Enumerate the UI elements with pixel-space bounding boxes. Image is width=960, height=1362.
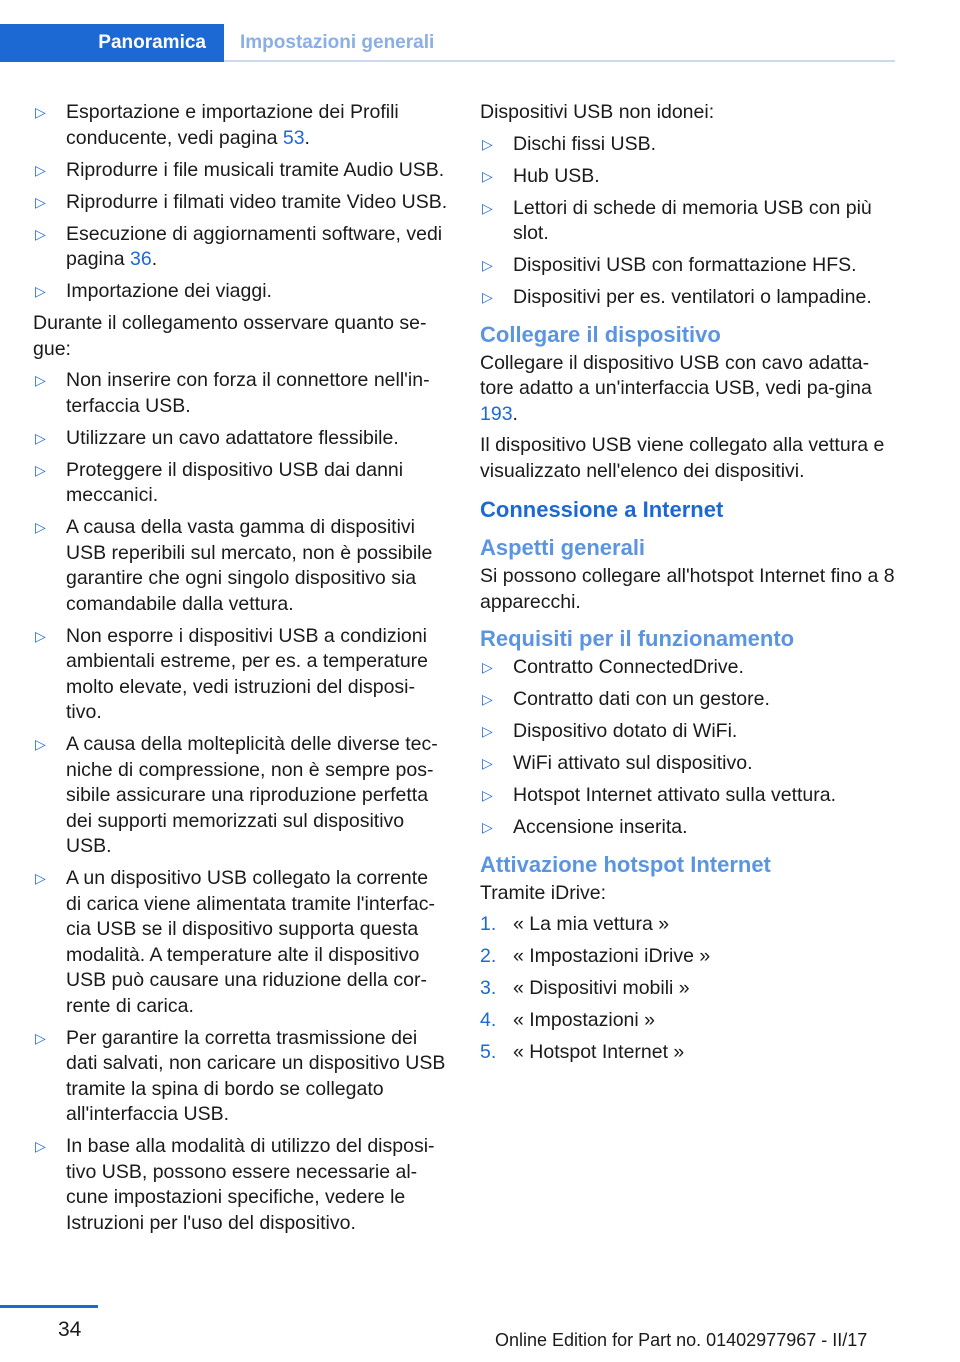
list-item: ▷ Esportazione e importazione dei Profili conducente, vedi pagina 53.: [35, 101, 399, 149]
triangle-bullet-icon: ▷: [482, 257, 493, 273]
list-item: ▷ Dispositivo dotato di WiFi.: [480, 719, 900, 745]
list-item: 1. « La mia vettura »: [480, 912, 900, 938]
step-number: 3.: [480, 977, 497, 999]
triangle-bullet-icon: ▷: [35, 736, 46, 752]
list-item: ▷ Dispositivi USB con formattazione HFS.: [480, 253, 900, 279]
list-item: 4. « Impostazioni »: [480, 1008, 900, 1034]
triangle-bullet-icon: ▷: [482, 787, 493, 803]
header-rule: [224, 60, 895, 62]
page-link[interactable]: 193: [480, 402, 513, 425]
hotspot-activation-heading: Attivazione hotspot Internet: [480, 851, 771, 877]
requirements-list: [480, 655, 900, 841]
list-item: ▷ Riprodurre i file musicali tramite Audio USB.: [33, 158, 448, 184]
section-tab-impostazioni: Impostazioni generali: [240, 32, 435, 53]
list-item: ▷ WiFi attivato sul dispositivo.: [480, 751, 900, 777]
internet-connection-heading: Connessione a Internet: [480, 497, 724, 522]
section-tab-panoramica: Panoramica: [0, 24, 224, 62]
page-link[interactable]: 36: [129, 248, 152, 270]
list-item: ▷ Non esporre i dispositivi USB a condizioni ambientali estreme, per es. a temperature molto elevate, vedi istruzioni del disposi-tivo.: [35, 624, 429, 723]
triangle-bullet-icon: ▷: [482, 135, 493, 152]
list-item: ▷ Utilizzare un cavo adattatore flessibile.: [33, 426, 448, 452]
triangle-bullet-icon: ▷: [35, 519, 46, 535]
list-item: ▷ Esecuzione di aggiornamenti software, vedi pagina 36.: [35, 222, 443, 270]
page-link[interactable]: 53: [282, 126, 305, 149]
triangle-bullet-icon: ▷: [35, 461, 46, 478]
unsuitable-devices-title: Dispositivi USB non idonei:: [480, 101, 715, 123]
unsuitable-devices-list: [480, 132, 900, 311]
triangle-bullet-icon: ▷: [35, 193, 46, 210]
page-header: [0, 0, 895, 62]
list-item: ▷ Hub USB.: [480, 164, 900, 190]
list-item: ▷ Importazione dei viaggi.: [33, 279, 448, 305]
connect-device-heading: Collegare il dispositivo: [480, 321, 721, 347]
triangle-bullet-icon: ▷: [482, 755, 493, 771]
list-item: ▷ In base alla modalità di utilizzo del disposi-tivo USB, possono essere necessarie al-cune impostazioni specifiche, vedere le Istruzioni per l'uso del dispositivo.: [35, 1135, 435, 1234]
triangle-bullet-icon: ▷: [482, 167, 493, 184]
list-item: ▷ A causa della vasta gamma di dispositivi USB reperibili sul mercato, non è possibile garantire che ogni singolo dispositivo sia comandabile dalla vettura.: [35, 516, 433, 615]
page-number: 34: [58, 1318, 82, 1341]
step-number: 5.: [480, 1041, 497, 1063]
triangle-bullet-icon: ▷: [482, 659, 493, 675]
list-item: ▷ A causa della molteplicità delle diverse tec-niche di compressione, non è sempre pos-sibile assicurare una riproduzione perfetta dei supporti memorizzati sul dispositivo USB.: [35, 733, 438, 857]
connection-notes-intro: Durante il collegamento osservare quanto se-gue:: [33, 312, 427, 360]
connect-device-text: Collegare il dispositivo USB con cavo adatta-tore adatto a un'interfaccia USB, vedi pa-gina 193.: [480, 351, 872, 425]
list-item: ▷ Per garantire la corretta trasmissione dei dati salvati, non caricare un dispositivo USB tramite la spina di bordo se collegato all'interfaccia USB.: [35, 1026, 446, 1125]
general-aspects-text: Si possono collegare all'hotspot Internet fino a 8 apparecchi.: [480, 565, 895, 613]
list-item: ▷ Accensione inserita.: [480, 815, 900, 841]
triangle-bullet-icon: ▷: [35, 627, 46, 644]
step-number: 2.: [480, 945, 497, 967]
triangle-bullet-icon: ▷: [482, 199, 493, 216]
list-item: ▷ Riprodurre i filmati video tramite Video USB.: [33, 190, 448, 216]
list-item: ▷ Non inserire con forza il connettore nell'in-terfaccia USB.: [35, 369, 430, 417]
list-item: ▷ Contratto ConnectedDrive.: [480, 655, 900, 681]
triangle-bullet-icon: ▷: [35, 104, 46, 120]
hotspot-activation-intro: Tramite iDrive:: [480, 881, 607, 904]
general-aspects-heading: Aspetti generali: [480, 535, 646, 560]
list-item: ▷ Hotspot Internet attivato sulla vettura.: [480, 783, 900, 809]
triangle-bullet-icon: ▷: [35, 225, 46, 242]
list-item: ▷ Dispositivi per es. ventilatori o lampadine.: [480, 285, 900, 311]
triangle-bullet-icon: ▷: [35, 429, 46, 446]
list-item: ▷ Contratto dati con un gestore.: [480, 687, 900, 713]
triangle-bullet-icon: ▷: [35, 161, 46, 178]
triangle-bullet-icon: ▷: [482, 819, 493, 835]
triangle-bullet-icon: ▷: [35, 870, 46, 886]
requirements-heading: Requisiti per il funzionamento: [480, 626, 795, 651]
triangle-bullet-icon: ▷: [482, 723, 493, 739]
list-item: 3. « Dispositivi mobili »: [480, 976, 900, 1002]
activation-steps-list: [480, 912, 900, 1066]
list-item: ▷ Proteggere il dispositivo USB dai danni meccanici.: [35, 458, 404, 506]
footer-rule: [0, 1305, 98, 1308]
connect-device-text-2: Il dispositivo USB viene collegato alla vettura e visualizzato nell'elenco dei dispositivi.: [480, 434, 885, 482]
triangle-bullet-icon: ▷: [482, 289, 493, 305]
list-item: ▷ Dischi fissi USB.: [480, 132, 900, 158]
step-number: 1.: [480, 913, 497, 935]
list-item: 5. « Hotspot Internet »: [480, 1040, 900, 1066]
list-item: ▷ A un dispositivo USB collegato la corrente di carica viene alimentata tramite l'interfac-cia USB se il dispositivo supporta questa modalità. A temperature alte il dispositivo USB può causare una riduzione della cor-rente di carica.: [35, 867, 435, 1017]
step-number: 4.: [480, 1009, 497, 1031]
connection-notes-list: [33, 368, 448, 1236]
edition-note: Online Edition for Part no. 01402977967 - II/17: [495, 1330, 868, 1350]
list-item: ▷ Lettori di schede di memoria USB con più slot.: [482, 196, 872, 244]
left-column: [33, 100, 448, 1243]
right-column: [480, 100, 900, 1072]
triangle-bullet-icon: ▷: [482, 691, 493, 707]
triangle-bullet-icon: ▷: [35, 1138, 46, 1154]
usb-functions-list: [33, 100, 448, 305]
triangle-bullet-icon: ▷: [35, 283, 46, 299]
triangle-bullet-icon: ▷: [35, 372, 46, 388]
triangle-bullet-icon: ▷: [35, 1029, 46, 1046]
list-item: 2. « Impostazioni iDrive »: [480, 944, 900, 970]
